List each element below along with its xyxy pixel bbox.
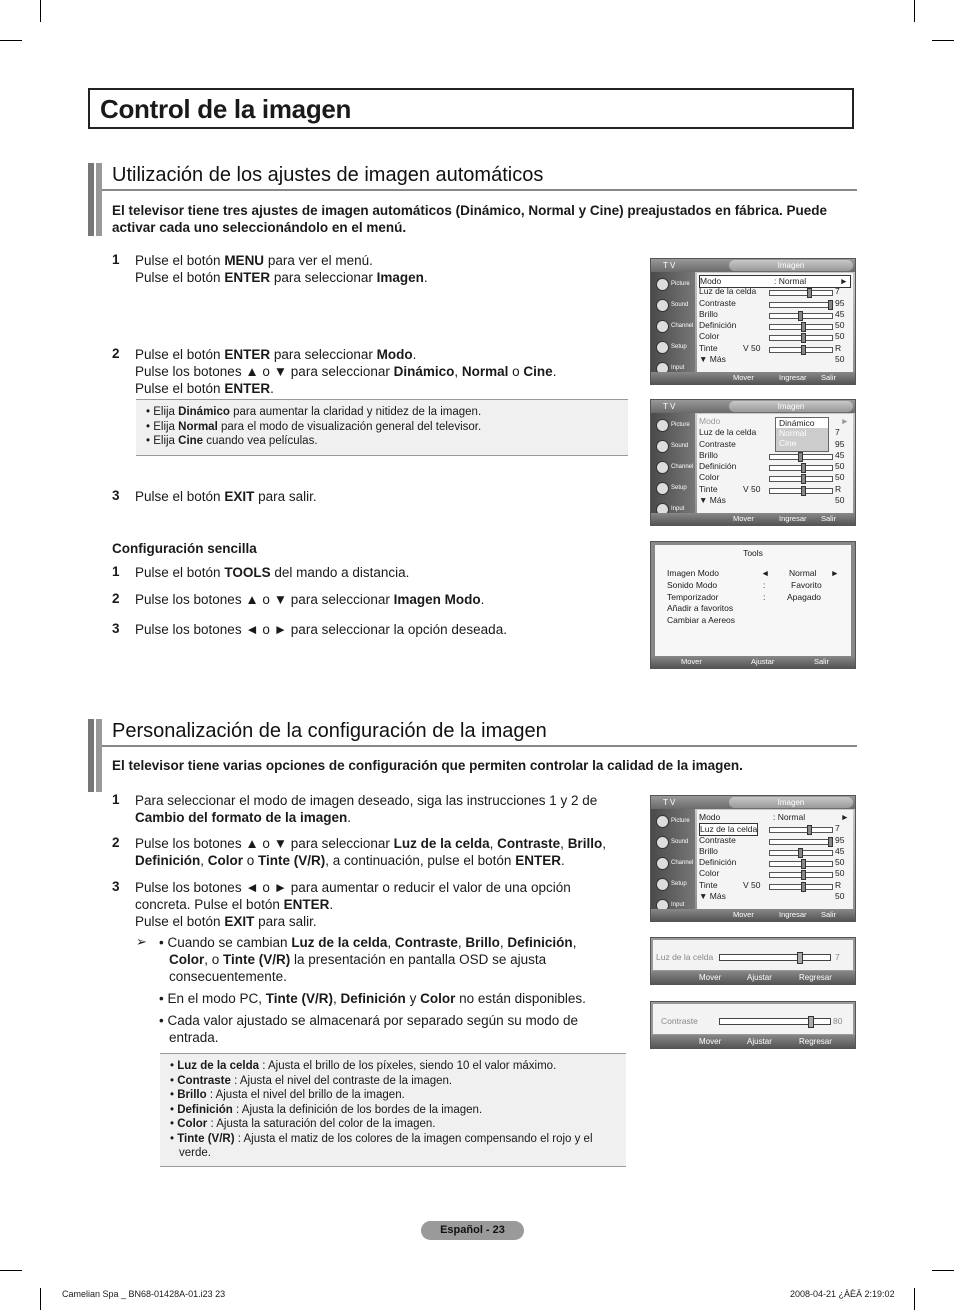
- osd-slider-luz: Luz de la celda 7 Mover Ajustar Regresar: [650, 937, 856, 985]
- page-number: Español - 23: [421, 1221, 524, 1240]
- step-number: 2: [112, 346, 120, 361]
- channel-icon: [656, 320, 669, 333]
- s1-step1: Pulse el botón MENU para ver el menú. Pulse el botón ENTER para seleccionar Imagen.: [135, 253, 428, 285]
- picture-icon: [656, 419, 669, 432]
- s1-step3: Pulse el botón EXIT para salir.: [135, 489, 317, 504]
- picture-icon: [656, 815, 669, 828]
- sound-icon: [656, 836, 669, 849]
- section-rule: [102, 189, 857, 191]
- osd-sidebar: Picture Sound Channel Setup Input: [651, 413, 695, 513]
- channel-icon: [656, 857, 669, 870]
- setup-icon: [656, 341, 669, 354]
- setup-icon: [656, 482, 669, 495]
- osd-row-modo: Modo : Normal ►: [699, 275, 851, 288]
- crop-mark: [914, 0, 915, 22]
- crop-mark: [40, 1288, 41, 1310]
- osd-sidebar: Picture Sound Channel Setup Input: [651, 272, 695, 372]
- section1-intro: El televisor tiene tres ajustes de imagen automáticos (Dinámico, Normal y Cine) preajustados en fábrica. Puede activar cada uno seleccionándolo en el menú.: [112, 203, 827, 235]
- crop-mark: [40, 0, 41, 22]
- sound-icon: [656, 299, 669, 312]
- picture-icon: [656, 278, 669, 291]
- step-number: 1: [112, 252, 120, 267]
- s2-step2: Pulse los botones ▲ o ▼ para seleccionar Luz de la celda, Contraste, Brillo, Definición, Color o Tinte (V/R), a continuación, pulse el botón ENTER.: [135, 836, 606, 868]
- crop-mark: [914, 1288, 915, 1310]
- footer-file: Camelian Spa _ BN68-01428A-01.i23 23: [62, 1289, 226, 1299]
- step-number: 1: [112, 792, 120, 807]
- easy-step2: Pulse los botones ▲ o ▼ para seleccionar Imagen Modo.: [135, 592, 485, 607]
- easy-step1: Pulse el botón TOOLS del mando a distancia.: [135, 565, 410, 580]
- tip-3: • Cada valor ajustado se almacenará por separado según su modo de entrada.: [159, 1013, 578, 1045]
- tip-1: • Cuando se cambian Luz de la celda, Contraste, Brillo, Definición, Color, o Tinte (V/R) la presentación en pantalla OSD se ajusta consecuentemente.: [159, 935, 577, 984]
- definitions-box: • Luz de la celda : Ajusta el brillo de los píxeles, siendo 10 el valor máximo. • Contraste : Ajusta el nivel del contraste de la imagen. • Brillo : Ajusta el nivel del brillo de la imagen. • Definición : Ajusta la definición de los bordes de la imagen. • Color : Ajusta la saturación del color de la imagen. • Tinte (V/R) : Ajusta el matiz de los colores de la imagen compensando el rojo y el verde.: [160, 1053, 626, 1167]
- crop-mark: [0, 40, 22, 41]
- s2-step3: Pulse los botones ◄ o ► para aumentar o reducir el valor de una opción concreta. Pulse el botón ENTER. Pulse el botón EXIT para salir.: [135, 880, 571, 929]
- crop-mark: [0, 1270, 22, 1271]
- crop-mark: [932, 40, 954, 41]
- section1-title: Utilización de los ajustes de imagen automáticos: [112, 164, 544, 186]
- crop-mark: [932, 1270, 954, 1271]
- step-number: 2: [112, 835, 120, 850]
- step-number: 3: [112, 488, 120, 503]
- osd-picture-menu-2: T V Imagen Picture Sound Channel Setup Input Modo ► Luz de la celda 7 Contraste 95 Brillo 45 Definición 50 Color 50 Tinte V 50 R 50 ▼ Más Dinámico Normal Cine Mover Ingresar Salir: [650, 399, 856, 526]
- setup-icon: [656, 878, 669, 891]
- mode-dropdown[interactable]: Dinámico Normal Cine: [775, 417, 829, 452]
- footer-date: 2008-04-21 ¿ÀÈÄ 2:19:02: [790, 1289, 895, 1299]
- s2-step1: Para seleccionar el modo de imagen deseado, siga las instrucciones 1 y 2 de Cambio del formato de la imagen.: [135, 793, 598, 825]
- page-title-box: [88, 88, 854, 129]
- step-number: 3: [112, 621, 120, 636]
- page-title: Control de la imagen: [100, 94, 352, 124]
- step-number: 3: [112, 879, 120, 894]
- section-rule: [102, 745, 857, 747]
- section2-title: Personalización de la configuración de la imagen: [112, 720, 547, 742]
- osd-picture-menu-1: T V Imagen Picture Sound Channel Setup Input Modo : Normal ► Luz de la celda 7 Contraste 95 Brillo 45 Definición 50 Color 50 Tinte V 50 R 50 ▼ Más Mover Ingresar Salir: [650, 258, 856, 385]
- sound-icon: [656, 440, 669, 453]
- s1-step2: Pulse el botón ENTER para seleccionar Modo. Pulse los botones ▲ o ▼ para seleccionar Dinámico, Normal o Cine. Pulse el botón ENTER.: [135, 347, 557, 396]
- note-box: • Elija Dinámico para aumentar la claridad y nitidez de la imagen. • Elija Normal para el modo de visualización general del televisor. • Elija Cine cuando vea películas.: [136, 399, 628, 456]
- easy-setup-title: Configuración sencilla: [112, 541, 257, 556]
- section-bar: [88, 719, 102, 792]
- osd-picture-menu-3: T V Imagen Picture Sound Channel Setup Input Modo : Normal ► Luz de la celda 7 Contraste 95 Brillo 45 Definición 50 Color 50 Tinte V 50 R 50 ▼ Más Mover Ingresar Salir: [650, 795, 856, 922]
- channel-icon: [656, 461, 669, 474]
- section2-intro: El televisor tiene varias opciones de configuración que permiten controlar la calidad de la imagen.: [112, 758, 743, 773]
- section-bar: [88, 163, 102, 236]
- step-number: 2: [112, 591, 120, 606]
- osd-tools-menu: Tools Imagen Modo ◄ Normal ► Sonido Modo : Favorito Temporizador : Apagado Añadir a favoritos Cambiar a Aereos Mover Ajustar Salir: [650, 541, 856, 669]
- step-number: 1: [112, 564, 120, 579]
- osd-sidebar: Picture Sound Channel Setup Input: [651, 809, 695, 909]
- easy-step3: Pulse los botones ◄ o ► para seleccionar la opción deseada.: [135, 622, 507, 637]
- osd-slider-contraste: Contraste 80 Mover Ajustar Regresar: [650, 1001, 856, 1049]
- tip-2: • En el modo PC, Tinte (V/R), Definición y Color no están disponibles.: [159, 991, 586, 1006]
- tip-arrow-icon: ➢: [136, 934, 147, 949]
